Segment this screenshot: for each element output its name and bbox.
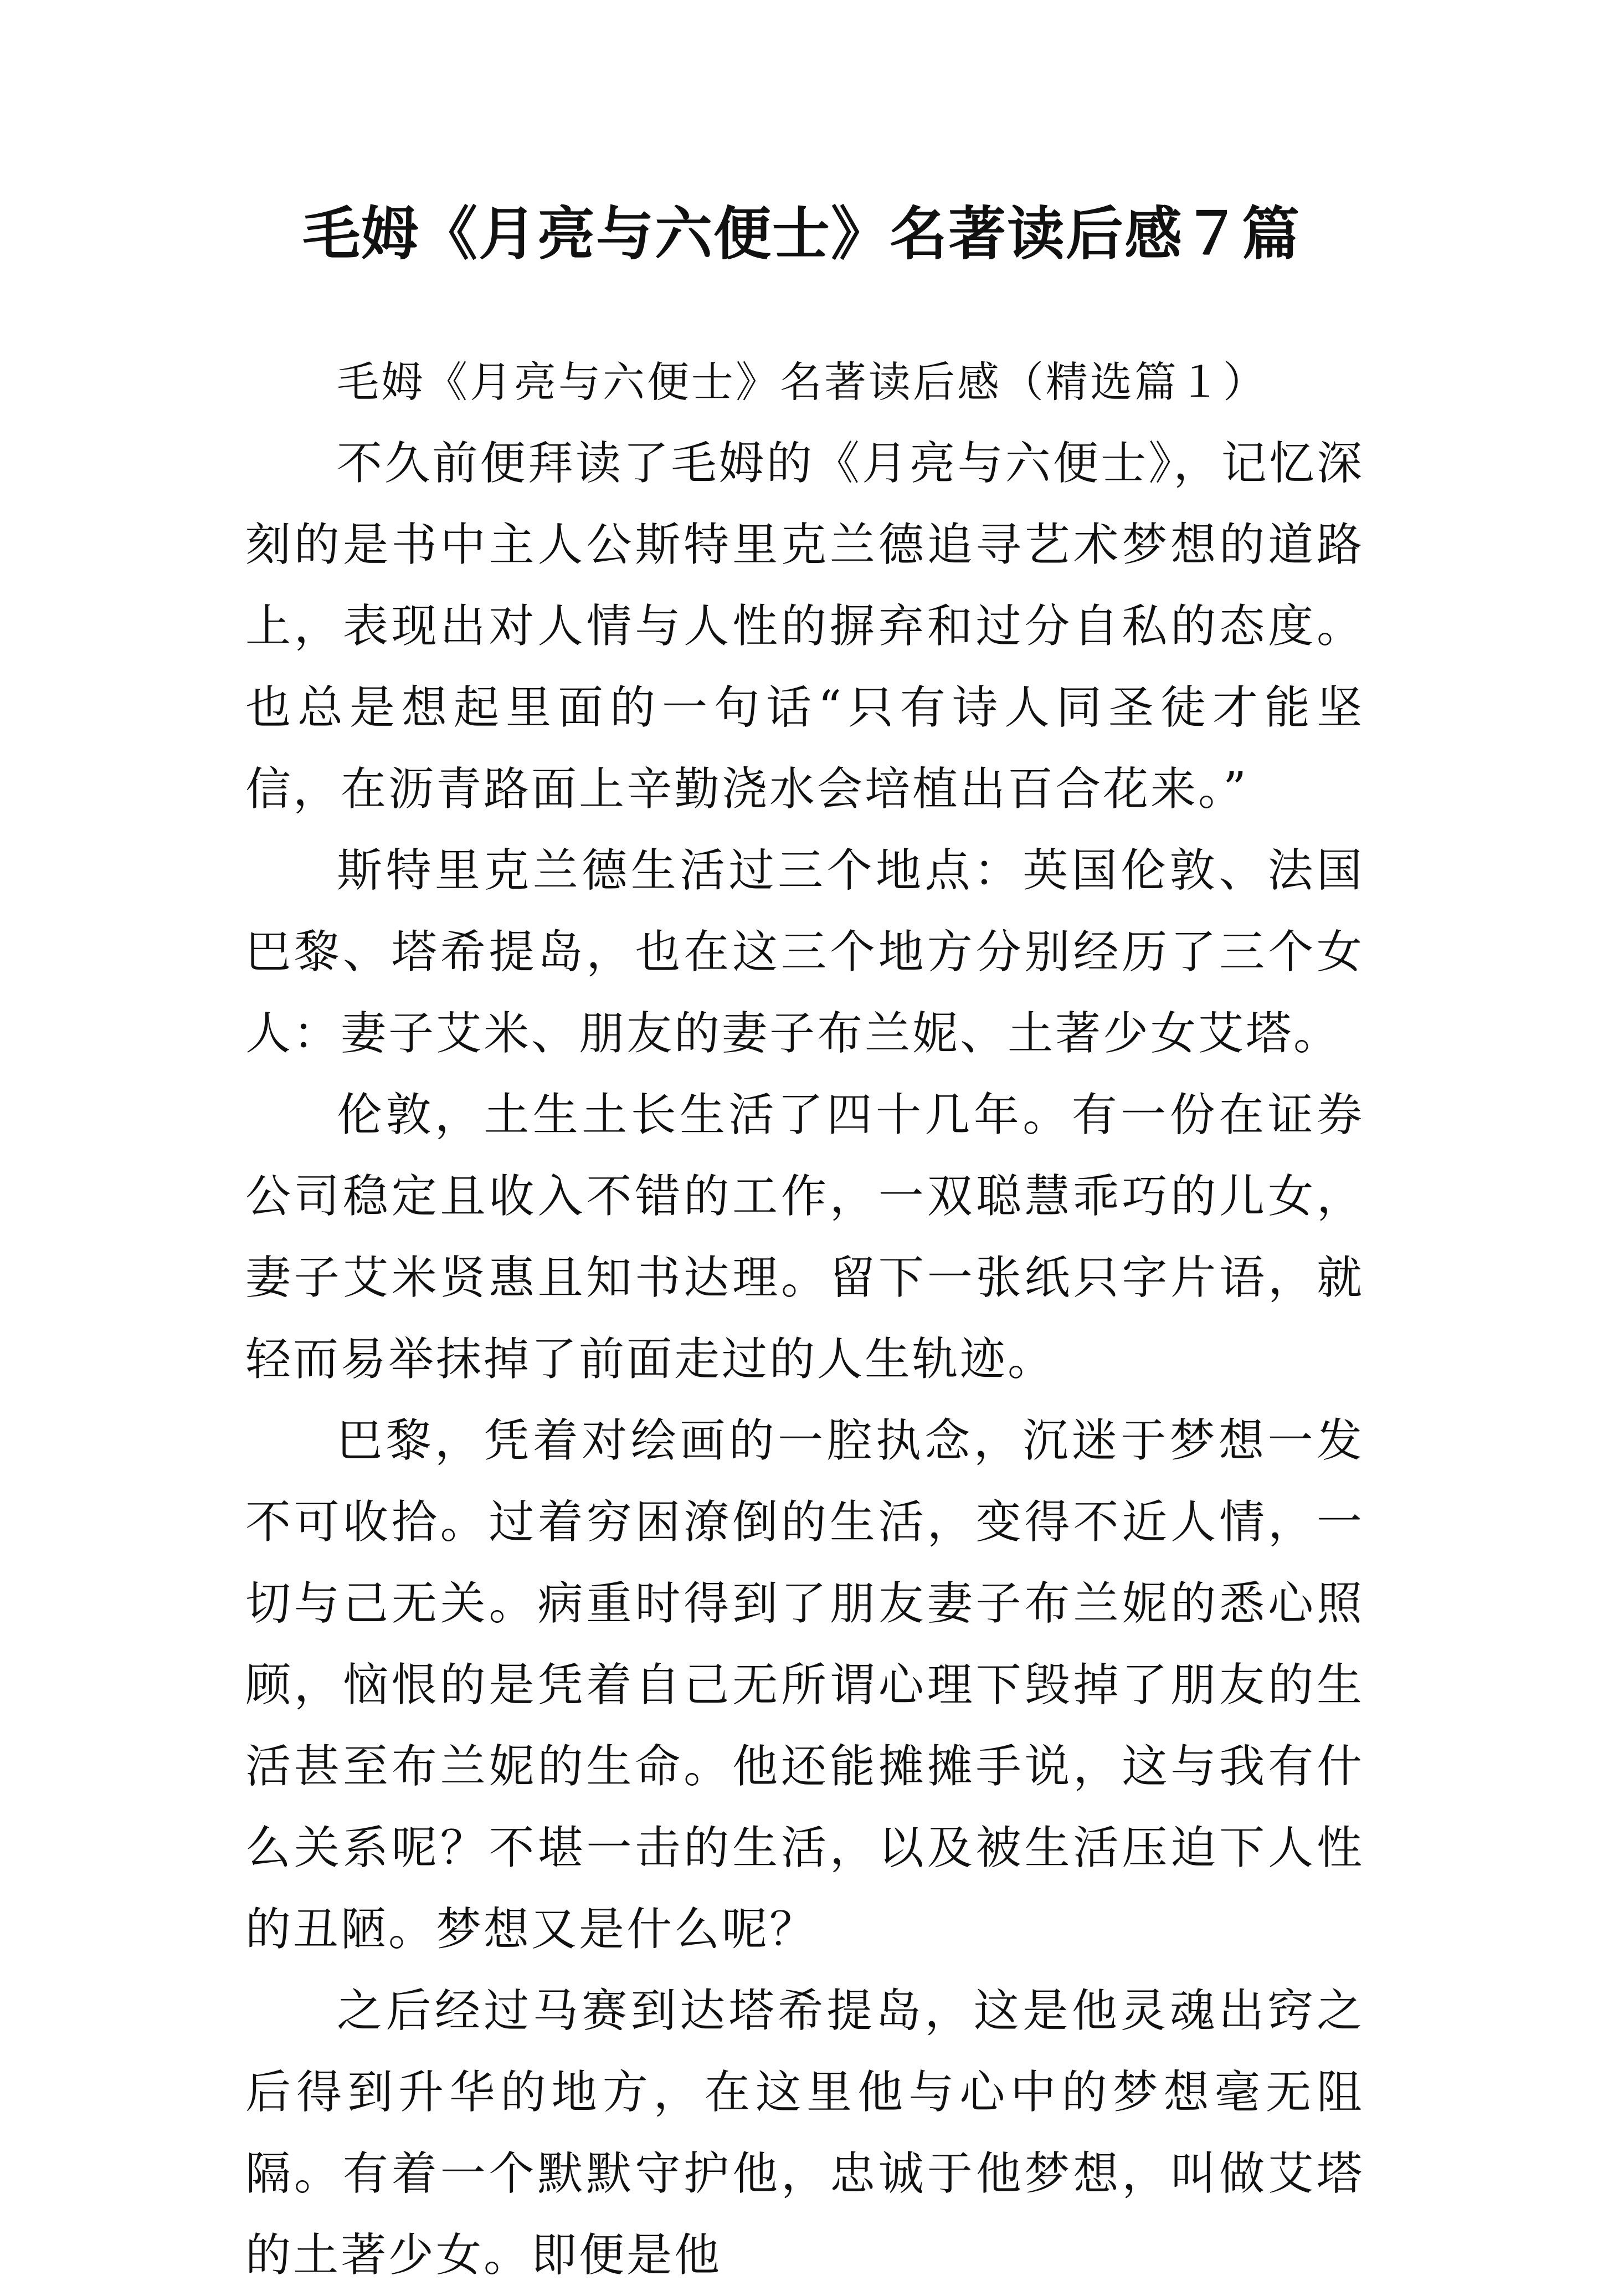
paragraph: 巴黎，凭着对绘画的一腔执念，沉迷于梦想一发不可收拾。过着穷困潦倒的生活，变得不近人情，一切与己无关。病重时得到了朋友妻子布兰妮的悉心照顾，恼恨的是凭着自己无所谓心理下毁掉了朋友的生活甚至布兰妮的生命。他还能摊摊手说，这与我有什么关系呢？不堪一击的生活，以及被生活压迫下人性的丑陋。梦想又是什么呢？ xyxy=(245,1414,1364,1956)
document-body xyxy=(245,341,1364,2296)
page-title: 毛姆《月亮与六便士》名著读后感７篇 xyxy=(302,199,1301,268)
paragraph: 伦敦，土生土长生活了四十几年。有一份在证券公司稳定且收入不错的工作，一双聪慧乖巧的儿女，妻子艾米贤惠且知书达理。留下一张纸只字片语，就轻而易举抹掉了前面走过的人生轨迹。 xyxy=(245,1089,1364,1386)
paragraph: 斯特里克兰德生活过三个地点：英国伦敦、法国巴黎、塔希提岛，也在这三个地方分别经历了三个女人：妻子艾米、朋友的妻子布兰妮、土著少女艾塔。 xyxy=(245,844,1364,1060)
paragraph: 之后经过马赛到达塔希提岛，这是他灵魂出窍之后得到升华的地方，在这里他与心中的梦想毫无阻隔。有着一个默默守护他，忠诚于他梦想，叫做艾塔的土著少女。即便是他 xyxy=(245,1985,1364,2282)
section-heading: 毛姆《月亮与六便士》名著读后感（精选篇１） xyxy=(337,357,1267,407)
paragraph: 不久前便拜读了毛姆的《月亮与六便士》，记忆深刻的是书中主人公斯特里克兰德追寻艺术梦想的道路上，表现出对人情与人性的摒弃和过分自私的态度。也总是想起里面的一句话“只有诗人同圣徒才能坚信，在沥青路面上辛勤浇水会培植出百合花来。” xyxy=(245,437,1364,816)
